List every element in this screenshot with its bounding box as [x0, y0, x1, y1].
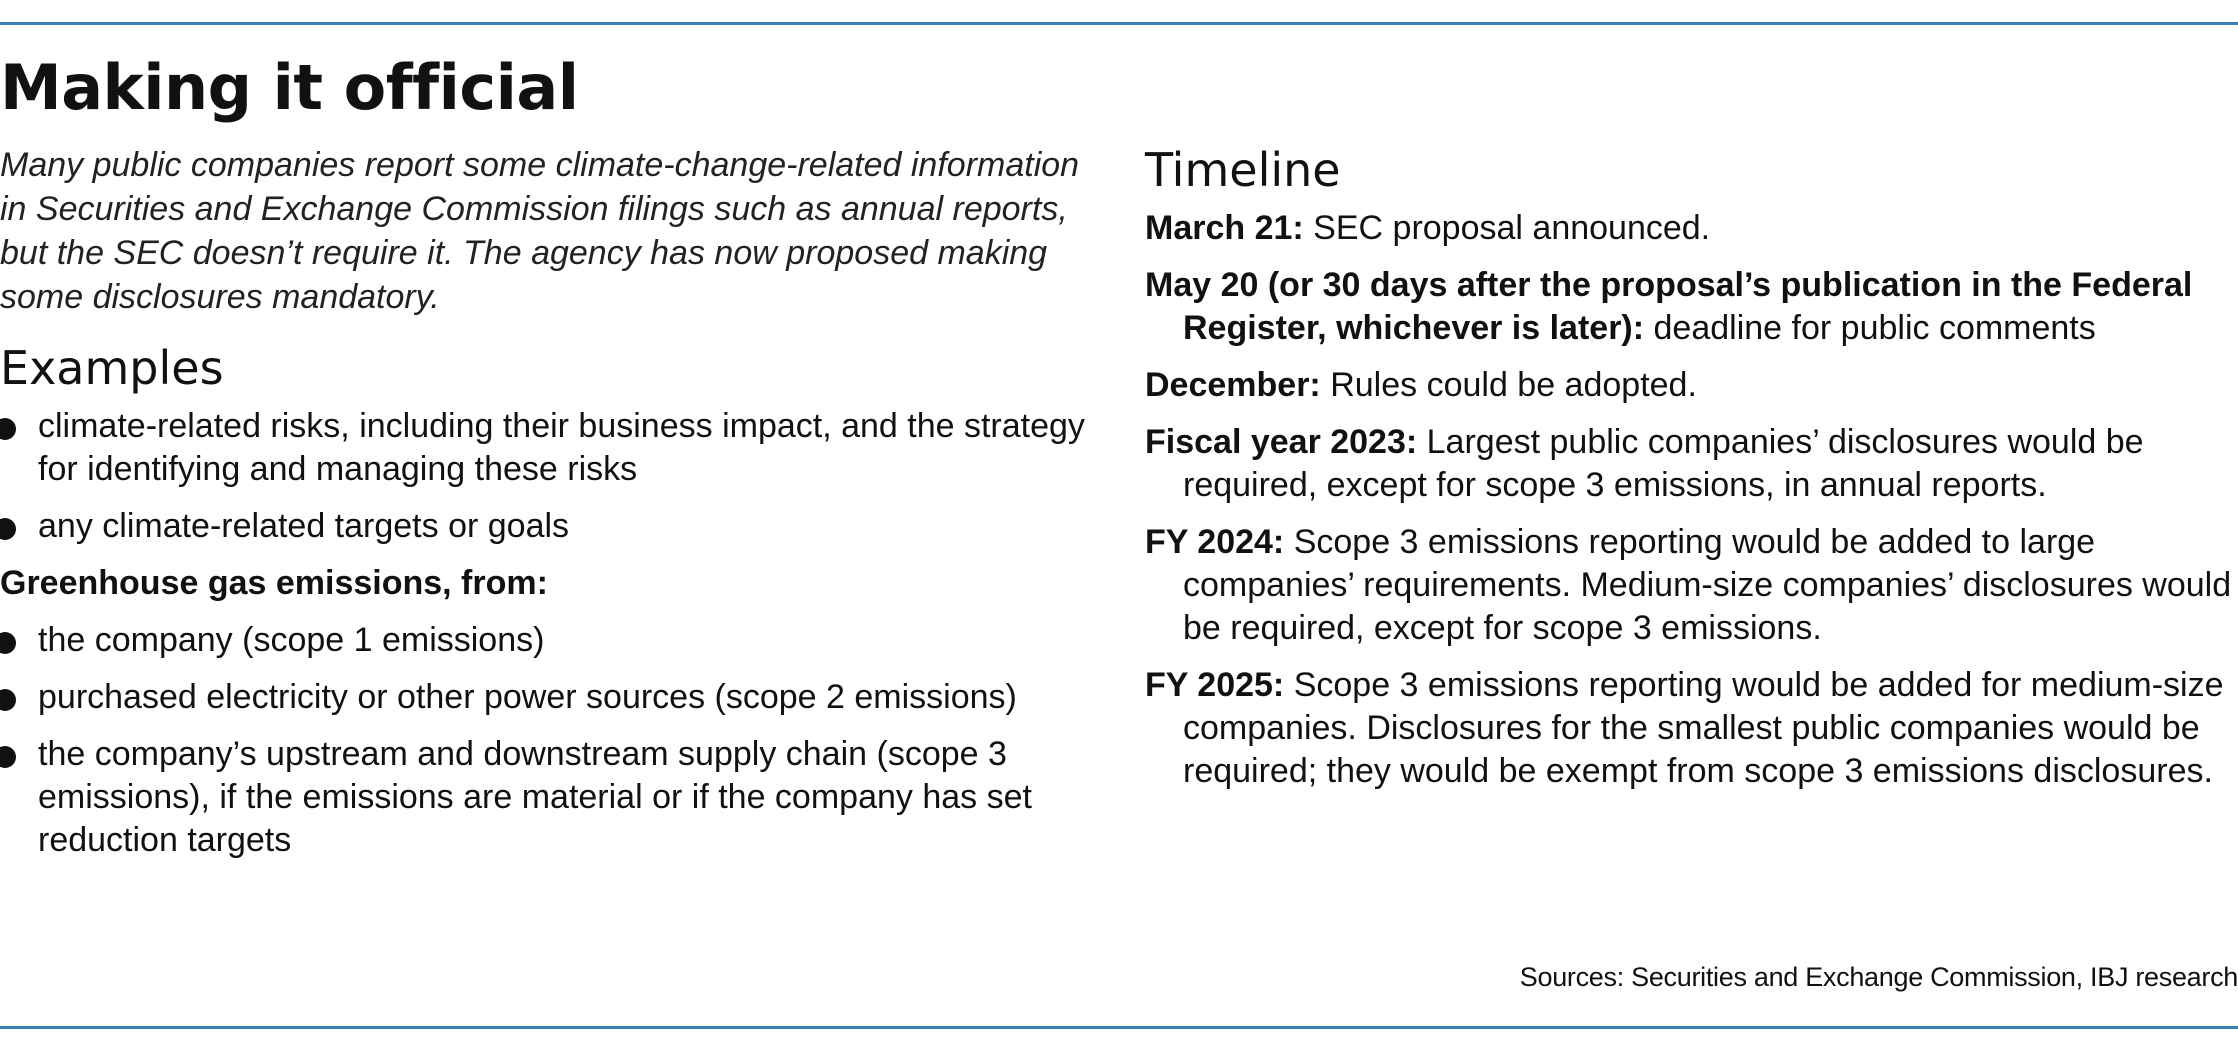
- timeline-item: [1145, 664, 2235, 793]
- half-circle-bullet-icon: [0, 746, 16, 768]
- timeline-item: [1145, 421, 2235, 507]
- timeline-item: [1145, 207, 2235, 250]
- timeline-date: FY 2024:: [1145, 523, 1285, 561]
- list-item: [0, 405, 1105, 491]
- list-item: [0, 505, 1105, 548]
- timeline-heading: Timeline: [1145, 143, 1341, 197]
- list-item-text: the company’s upstream and downstream supply chain (scope 3 emissions), if the emissions are material or if the company has set reduction targets: [38, 735, 1032, 859]
- timeline-date: FY 2025:: [1145, 666, 1285, 704]
- half-circle-bullet-icon: [0, 632, 16, 654]
- timeline-date: March 21:: [1145, 209, 1304, 247]
- timeline-text: SEC proposal announced.: [1303, 209, 1711, 247]
- timeline-date: Fiscal year 2023:: [1145, 423, 1418, 461]
- list-item-text: the company (scope 1 emissions): [38, 621, 545, 659]
- half-circle-bullet-icon: [0, 689, 16, 711]
- page-title: Making it official: [0, 51, 579, 124]
- timeline-item: [1145, 521, 2235, 650]
- timeline-text: Rules could be adopted.: [1320, 366, 1697, 404]
- examples-heading: Examples: [0, 341, 224, 395]
- timeline-item: [1145, 364, 2235, 407]
- timeline-list: [1145, 207, 2235, 807]
- timeline-text: deadline for public comments: [1644, 309, 2096, 347]
- list-item-text: any climate-related targets or goals: [38, 507, 570, 545]
- sources-credit: Sources: Securities and Exchange Commission, IBJ research: [1519, 962, 2238, 992]
- intro-text: Many public companies report some climate-change-related information in Securities and Exchange Commission filings such as annual reports, but the SEC doesn’t require it. The agency has now proposed making some disclosures mandatory.: [0, 146, 1080, 316]
- bottom-rule: [0, 1026, 2238, 1029]
- timeline-text: Scope 3 emissions reporting would be added for medium-size companies. Disclosures for the smallest public companies would be required; they would be exempt from scope 3 emissions disclosures.: [1183, 666, 2224, 790]
- timeline-date: May 20 (or 30 days after the proposal’s publication in the Federal Register, whichever is later):: [1145, 266, 2193, 347]
- list-item-text: climate-related risks, including their business impact, and the strategy for identifying and managing these risks: [38, 407, 1085, 488]
- timeline-text: Largest public companies’ disclosures would be required, except for scope 3 emissions, in annual reports.: [1183, 423, 2144, 504]
- list-item: [0, 733, 1105, 862]
- half-circle-bullet-icon: [0, 518, 16, 540]
- emissions-subheading: Greenhouse gas emissions, from:: [0, 564, 548, 602]
- timeline-text: Scope 3 emissions reporting would be added to large companies’ requirements. Medium-size companies’ disclosures would be required, except for scope 3 emissions.: [1183, 523, 2232, 647]
- half-circle-bullet-icon: [0, 418, 16, 440]
- top-rule: [0, 22, 2238, 25]
- list-item-text: purchased electricity or other power sources (scope 2 emissions): [38, 678, 1017, 716]
- examples-list: [0, 405, 1105, 876]
- timeline-date: December:: [1145, 366, 1321, 404]
- list-item: [0, 676, 1105, 719]
- timeline-item: [1145, 264, 2235, 350]
- list-item: [0, 619, 1105, 662]
